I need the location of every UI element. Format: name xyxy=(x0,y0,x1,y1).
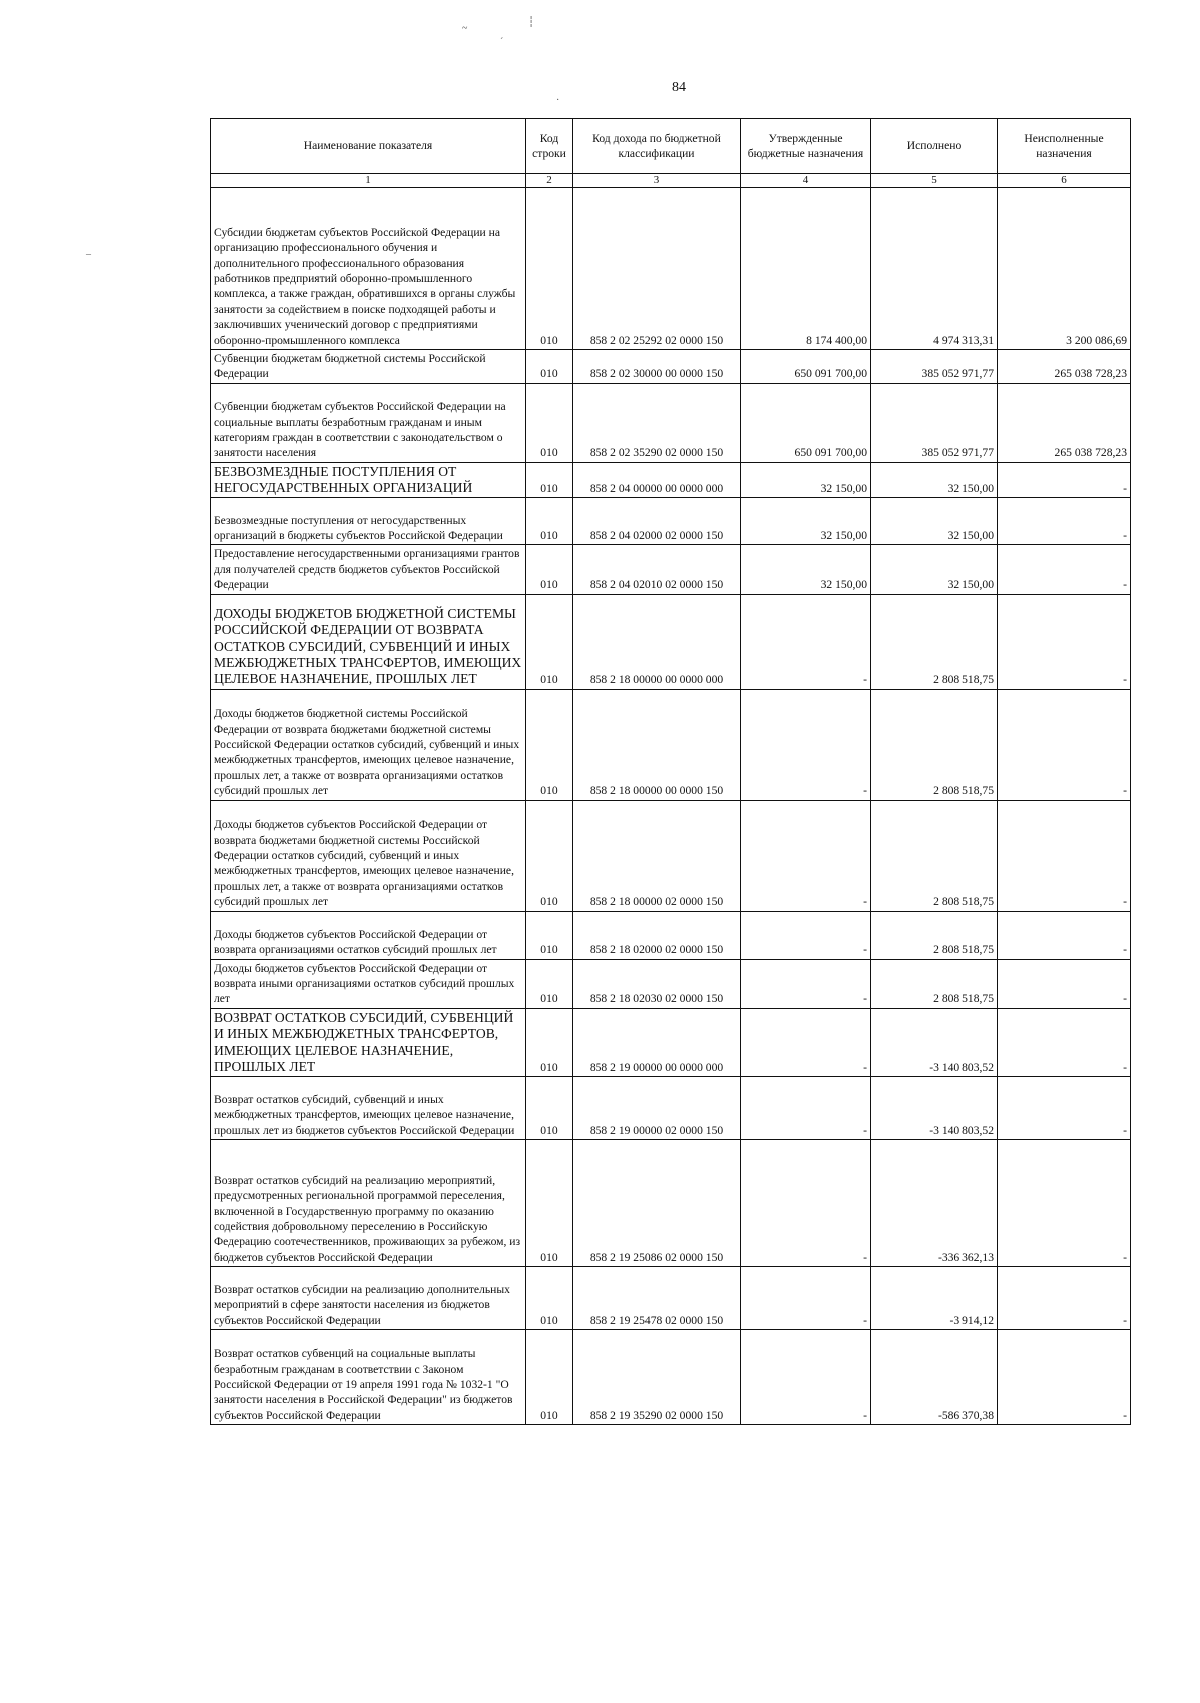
header-unexecuted: Неисполненные назначения xyxy=(998,119,1131,174)
row-unexecuted: - xyxy=(998,594,1131,689)
row-income-code: 858 2 18 02000 02 0000 150 xyxy=(573,911,741,959)
row-name: ДОХОДЫ БЮДЖЕТОВ БЮДЖЕТНОЙ СИСТЕМЫ РОССИЙСКОЙ ФЕДЕРАЦИИ ОТ ВОЗВРАТА ОСТАТКОВ СУБСИДИЙ, СУБВЕНЦИЙ И ИНЫХ МЕЖБЮДЖЕТНЫХ ТРАНСФЕРТОВ, ИМЕЮЩИХ ЦЕЛЕВОЕ НАЗНАЧЕНИЕ, ПРОШЛЫХ ЛЕТ xyxy=(211,594,526,689)
table-row xyxy=(211,689,1131,800)
row-line-code: 010 xyxy=(526,594,573,689)
row-name: Предоставление негосударственными организациями грантов для получателей средств бюджетов субъектов Российской Федерации xyxy=(211,545,526,594)
header-income-code: Код дохода по бюджетной классификации xyxy=(573,119,741,174)
row-line-code: 010 xyxy=(526,545,573,594)
table-row xyxy=(211,594,1131,689)
row-unexecuted: - xyxy=(998,1267,1131,1330)
column-number: 2 xyxy=(526,174,573,188)
row-name: Доходы бюджетов субъектов Российской Федерации от возврата бюджетами бюджетной системы Российской Федерации остатков субсидий, субвенций и иных межбюджетных трансфертов, имеющих целевое назначение, прошлых лет, а также от возврата организациями остатков субсидий прошлых лет xyxy=(211,800,526,911)
row-income-code: 858 2 18 00000 00 0000 150 xyxy=(573,689,741,800)
scan-speck: ┆ xyxy=(528,17,535,28)
header-name: Наименование показателя xyxy=(211,119,526,174)
row-approved: 32 150,00 xyxy=(741,498,871,545)
row-name: Возврат остатков субвенций на социальные выплаты безработным гражданам в соответствии с Законом Российской Федерации от 19 апреля 1991 года № 1032-1 "О занятости населения в Российской Федерации" из бюджетов субъектов Российской Федерации xyxy=(211,1330,526,1425)
report-table xyxy=(210,118,1131,1425)
row-approved: 8 174 400,00 xyxy=(741,188,871,350)
row-unexecuted: - xyxy=(998,462,1131,498)
column-number: 1 xyxy=(211,174,526,188)
row-line-code: 010 xyxy=(526,383,573,462)
row-unexecuted: - xyxy=(998,911,1131,959)
scan-speck: – xyxy=(86,249,91,260)
row-executed: 385 052 971,77 xyxy=(871,383,998,462)
table-row xyxy=(211,1267,1131,1330)
row-line-code: 010 xyxy=(526,462,573,498)
row-approved: - xyxy=(741,1267,871,1330)
row-unexecuted: - xyxy=(998,1330,1131,1425)
row-line-code: 010 xyxy=(526,1267,573,1330)
scan-speck: · xyxy=(556,95,560,106)
table-row xyxy=(211,911,1131,959)
table-row xyxy=(211,1330,1131,1425)
row-unexecuted: - xyxy=(998,959,1131,1008)
row-income-code: 858 2 02 25292 02 0000 150 xyxy=(573,188,741,350)
row-income-code: 858 2 19 00000 02 0000 150 xyxy=(573,1077,741,1140)
row-name: Возврат остатков субсидий, субвенций и иных межбюджетных трансфертов, имеющих целевое назначение, прошлых лет из бюджетов субъектов Российской Федерации xyxy=(211,1077,526,1140)
row-approved: 32 150,00 xyxy=(741,462,871,498)
row-line-code: 010 xyxy=(526,689,573,800)
row-approved: - xyxy=(741,1330,871,1425)
row-executed: 2 808 518,75 xyxy=(871,800,998,911)
row-executed: -3 140 803,52 xyxy=(871,1077,998,1140)
row-approved: - xyxy=(741,1077,871,1140)
table-row xyxy=(211,462,1131,498)
row-executed: 32 150,00 xyxy=(871,462,998,498)
table-row xyxy=(211,498,1131,545)
table-row xyxy=(211,1008,1131,1076)
row-name: Субсидии бюджетам субъектов Российской Федерации на организацию профессионального обучения и дополнительного профессионального образования работников предприятий оборонно-промышленного комплекса, а также граждан, обратившихся в органы службы занятости за содействием в поиске подходящей работы и заключивших ученический договор с предприятиями оборонно-промышленного комплекса xyxy=(211,188,526,350)
column-number: 5 xyxy=(871,174,998,188)
row-income-code: 858 2 19 25086 02 0000 150 xyxy=(573,1140,741,1267)
row-name: Субвенции бюджетам бюджетной системы Российской Федерации xyxy=(211,350,526,384)
row-executed: 385 052 971,77 xyxy=(871,350,998,384)
row-unexecuted: - xyxy=(998,498,1131,545)
row-approved: - xyxy=(741,911,871,959)
row-unexecuted: - xyxy=(998,1140,1131,1267)
header-approved: Утвержденные бюджетные назначения xyxy=(741,119,871,174)
row-line-code: 010 xyxy=(526,188,573,350)
row-income-code: 858 2 19 35290 02 0000 150 xyxy=(573,1330,741,1425)
row-approved: 650 091 700,00 xyxy=(741,350,871,384)
row-executed: 2 808 518,75 xyxy=(871,911,998,959)
table-row xyxy=(211,1140,1131,1267)
row-executed: 2 808 518,75 xyxy=(871,594,998,689)
row-name: Доходы бюджетов субъектов Российской Федерации от возврата организациями остатков субсидий прошлых лет xyxy=(211,911,526,959)
row-approved: 32 150,00 xyxy=(741,545,871,594)
header-executed: Исполнено xyxy=(871,119,998,174)
row-unexecuted: 265 038 728,23 xyxy=(998,383,1131,462)
row-approved: 650 091 700,00 xyxy=(741,383,871,462)
row-approved: - xyxy=(741,959,871,1008)
header-row xyxy=(211,119,1131,174)
row-line-code: 010 xyxy=(526,911,573,959)
table-row xyxy=(211,1077,1131,1140)
column-number: 3 xyxy=(573,174,741,188)
row-income-code: 858 2 04 00000 00 0000 000 xyxy=(573,462,741,498)
row-executed: 2 808 518,75 xyxy=(871,689,998,800)
table-row xyxy=(211,350,1131,384)
table-row xyxy=(211,383,1131,462)
row-unexecuted: - xyxy=(998,689,1131,800)
row-unexecuted: 3 200 086,69 xyxy=(998,188,1131,350)
row-executed: -3 140 803,52 xyxy=(871,1008,998,1076)
row-name: Субвенции бюджетам субъектов Российской Федерации на социальные выплаты безработным гражданам и иным категориям граждан в соответствии с законодательством о занятости населения xyxy=(211,383,526,462)
row-executed: -336 362,13 xyxy=(871,1140,998,1267)
row-line-code: 010 xyxy=(526,959,573,1008)
row-approved: - xyxy=(741,1140,871,1267)
page-number: 84 xyxy=(672,80,686,95)
row-executed: 32 150,00 xyxy=(871,498,998,545)
row-approved: - xyxy=(741,800,871,911)
column-number: 6 xyxy=(998,174,1131,188)
column-number-row xyxy=(211,174,1131,188)
row-approved: - xyxy=(741,689,871,800)
scan-speck: ˊ xyxy=(500,37,504,48)
table-row xyxy=(211,959,1131,1008)
table-row xyxy=(211,800,1131,911)
row-unexecuted: - xyxy=(998,1008,1131,1076)
row-name: Доходы бюджетов субъектов Российской Федерации от возврата иными организациями остатков субсидий прошлых лет xyxy=(211,959,526,1008)
row-name: БЕЗВОЗМЕЗДНЫЕ ПОСТУПЛЕНИЯ ОТ НЕГОСУДАРСТВЕННЫХ ОРГАНИЗАЦИЙ xyxy=(211,462,526,498)
row-income-code: 858 2 18 00000 02 0000 150 xyxy=(573,800,741,911)
row-executed: -3 914,12 xyxy=(871,1267,998,1330)
row-line-code: 010 xyxy=(526,350,573,384)
row-executed: 4 974 313,31 xyxy=(871,188,998,350)
row-unexecuted: - xyxy=(998,1077,1131,1140)
row-name: Доходы бюджетов бюджетной системы Российской Федерации от возврата бюджетами бюджетной системы Российской Федерации остатков субсидий, субвенций и иных межбюджетных трансфертов, имеющих целевое назначение, прошлых лет, а также от возврата организациями остатков субсидий прошлых лет xyxy=(211,689,526,800)
row-line-code: 010 xyxy=(526,1008,573,1076)
row-name: Безвозмездные поступления от негосударственных организаций в бюджеты субъектов Российской Федерации xyxy=(211,498,526,545)
row-income-code: 858 2 19 00000 00 0000 000 xyxy=(573,1008,741,1076)
row-approved: - xyxy=(741,594,871,689)
row-line-code: 010 xyxy=(526,1330,573,1425)
row-name: Возврат остатков субсидий на реализацию мероприятий, предусмотренных региональной программой переселения, включенной в Государственную программу по оказанию содействия добровольному переселению в Российскую Федерацию соотечественников, проживающих за рубежом, из бюджетов субъектов Российской Федерации xyxy=(211,1140,526,1267)
row-name: ВОЗВРАТ ОСТАТКОВ СУБСИДИЙ, СУБВЕНЦИЙ И ИНЫХ МЕЖБЮДЖЕТНЫХ ТРАНСФЕРТОВ, ИМЕЮЩИХ ЦЕЛЕВОЕ НАЗНАЧЕНИЕ, ПРОШЛЫХ ЛЕТ xyxy=(211,1008,526,1076)
row-name: Возврат остатков субсидии на реализацию дополнительных мероприятий в сфере занятости населения из бюджетов субъектов Российской Федерации xyxy=(211,1267,526,1330)
row-income-code: 858 2 04 02010 02 0000 150 xyxy=(573,545,741,594)
row-unexecuted: - xyxy=(998,800,1131,911)
column-number: 4 xyxy=(741,174,871,188)
row-income-code: 858 2 18 00000 00 0000 000 xyxy=(573,594,741,689)
row-executed: -586 370,38 xyxy=(871,1330,998,1425)
row-income-code: 858 2 19 25478 02 0000 150 xyxy=(573,1267,741,1330)
row-executed: 2 808 518,75 xyxy=(871,959,998,1008)
row-income-code: 858 2 18 02030 02 0000 150 xyxy=(573,959,741,1008)
row-unexecuted: - xyxy=(998,545,1131,594)
header-line-code: Код строки xyxy=(526,119,573,174)
row-unexecuted: 265 038 728,23 xyxy=(998,350,1131,384)
table-row xyxy=(211,545,1131,594)
row-line-code: 010 xyxy=(526,498,573,545)
table-row xyxy=(211,188,1131,350)
row-income-code: 858 2 02 30000 00 0000 150 xyxy=(573,350,741,384)
scan-speck: ~ xyxy=(462,23,468,34)
row-income-code: 858 2 04 02000 02 0000 150 xyxy=(573,498,741,545)
row-line-code: 010 xyxy=(526,800,573,911)
row-executed: 32 150,00 xyxy=(871,545,998,594)
row-line-code: 010 xyxy=(526,1140,573,1267)
row-income-code: 858 2 02 35290 02 0000 150 xyxy=(573,383,741,462)
row-line-code: 010 xyxy=(526,1077,573,1140)
row-approved: - xyxy=(741,1008,871,1076)
